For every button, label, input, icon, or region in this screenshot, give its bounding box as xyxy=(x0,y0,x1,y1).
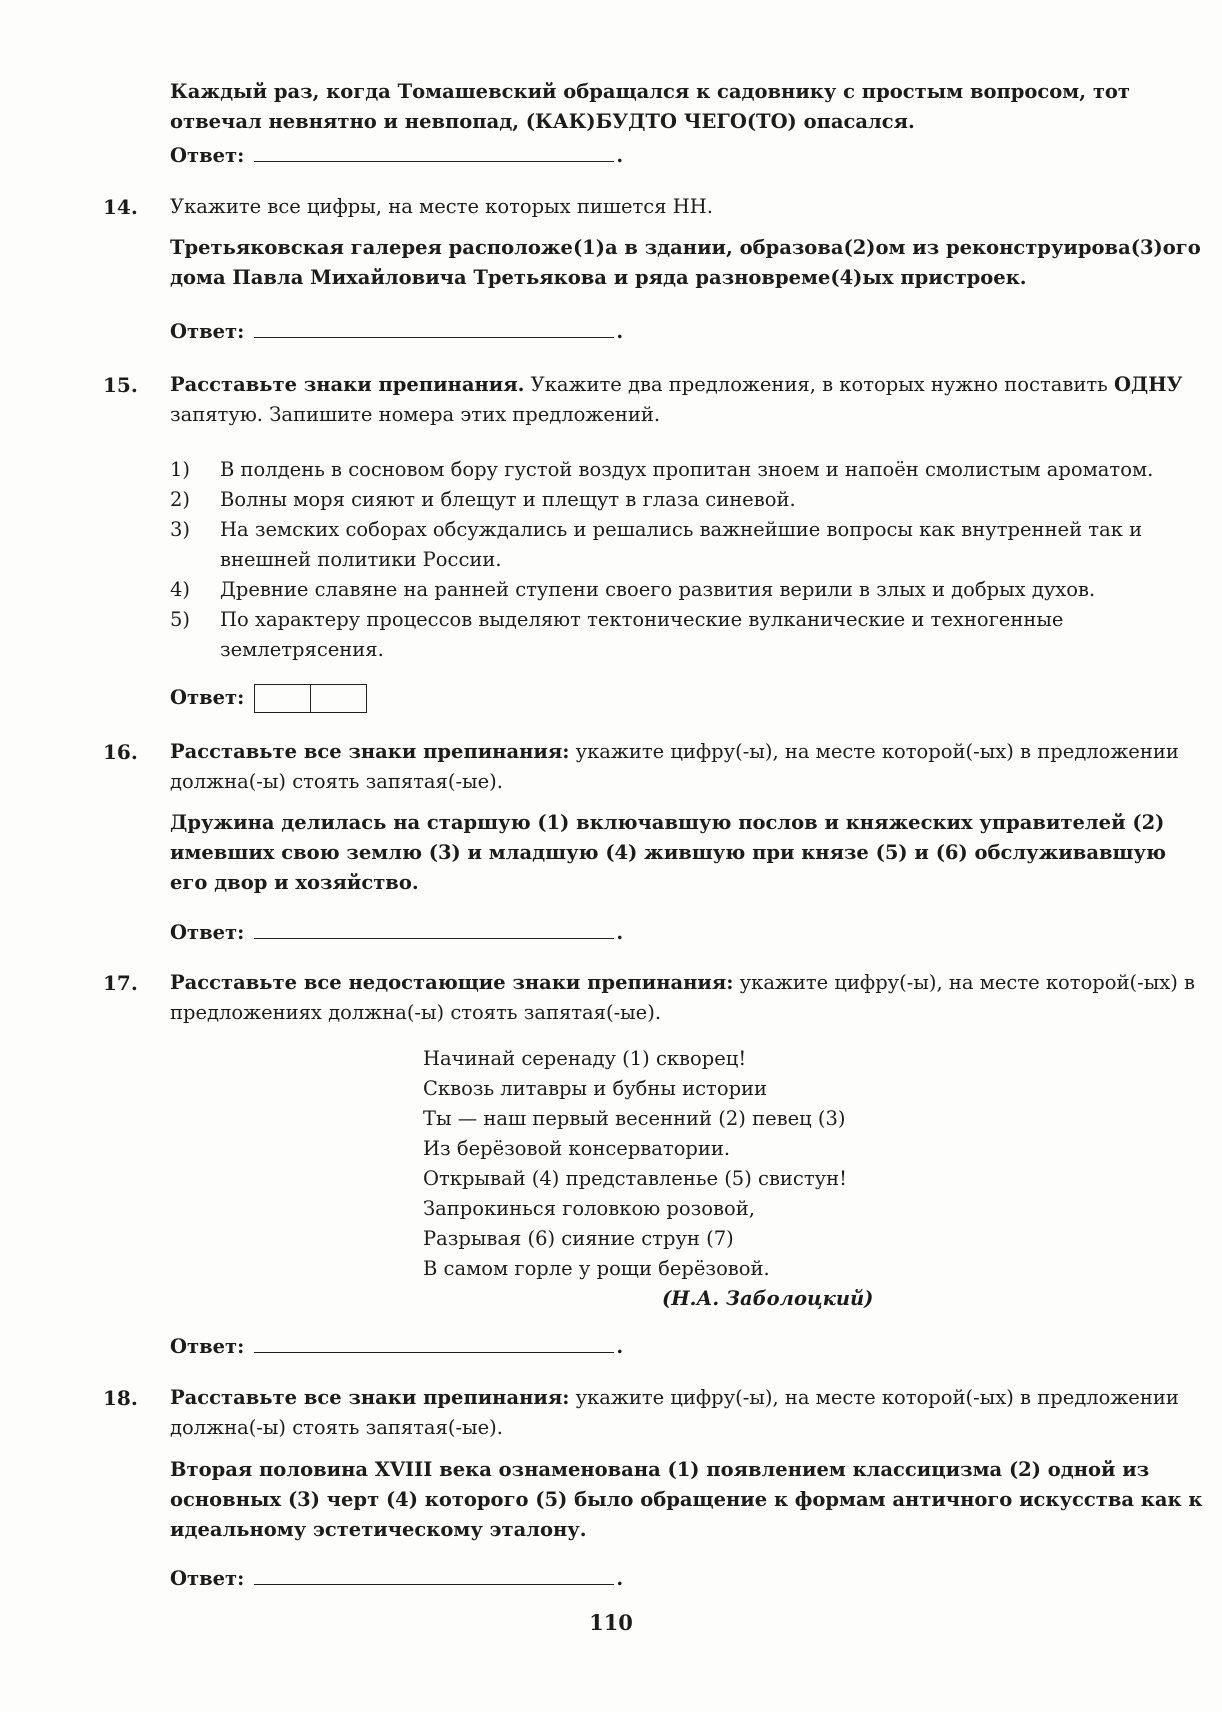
list-item: 4) Древние славяне на ранней ступени своего развития верили в злых и добрых духов. xyxy=(170,578,1096,601)
question-number-14: 14. xyxy=(103,195,138,219)
answer-box-cell[interactable] xyxy=(255,685,310,712)
poem-line: Запрокинься головкою розовой, xyxy=(423,1197,755,1220)
list-item: 5) По характеру процессов выделяют тектонические вулканические и техногенные землетрясения. xyxy=(170,608,1064,661)
question-15-task: Расставьте знаки препинания. Укажите два предложения, в которых нужно поставить ОДНУ запятую. Запишите номера этих предложений. xyxy=(170,373,1183,426)
answer-line-16[interactable] xyxy=(254,920,614,939)
answer-line-18[interactable] xyxy=(254,1566,614,1585)
answer-13: Ответ: . xyxy=(170,144,624,167)
answer-line-17[interactable] xyxy=(254,1334,614,1353)
answer-line-14[interactable] xyxy=(254,319,614,338)
question-number-16: 16. xyxy=(103,740,138,764)
poem-line: Из берёзовой консерватории. xyxy=(423,1137,731,1160)
question-number-15: 15. xyxy=(103,373,138,397)
list-item: 1) В полдень в сосновом бору густой воздух пропитан зноем и напоён смолистым ароматом. xyxy=(170,458,1154,481)
poem-author: (Н.А. Заболоцкий) xyxy=(662,1287,874,1310)
answer-14: Ответ: . xyxy=(170,320,624,343)
poem-line: Начинай серенаду (1) скворец! xyxy=(423,1047,747,1070)
answer-box-cell[interactable] xyxy=(310,685,366,712)
list-item: 2) Волны моря сияют и блещут и плещут в глаза синевой. xyxy=(170,488,796,511)
answer-boxes-15[interactable] xyxy=(254,684,367,713)
list-item: 3) На земских соборах обсуждались и решались важнейшие вопросы как внутренней так и внешней политики России. xyxy=(170,518,1143,571)
answer-17: Ответ: . xyxy=(170,1335,624,1358)
answer-label: Ответ: xyxy=(170,144,245,167)
question-16-task: Расставьте все знаки препинания: укажите цифру(-ы), на месте которой(-ых) в предложении должна(-ы) стоять запятая(-ые). xyxy=(170,740,1179,793)
question-14-task: Укажите все цифры, на месте которых пишется НН. xyxy=(170,195,713,218)
question-number-18: 18. xyxy=(103,1386,138,1410)
question-16-sentence: Дружина делилась на старшую (1) включавшую послов и княжеских управителей (2) имевших свою землю (3) и младшую (4) жившую при князе (5) и (6) обслуживавшую его двор и хозяйство. xyxy=(170,811,1166,894)
question-15-list xyxy=(170,455,1210,665)
answer-18: Ответ: . xyxy=(170,1567,624,1590)
poem-line: Открывай (4) представленье (5) свистун! xyxy=(423,1167,847,1190)
poem-line: Сквозь литавры и бубны истории xyxy=(423,1077,768,1100)
poem-line: Ты — наш первый весенний (2) певец (3) xyxy=(423,1107,846,1130)
poem-line: В самом горле у рощи берёзовой. xyxy=(423,1257,770,1280)
question-17-poem xyxy=(423,1044,847,1284)
intro-sentence: Каждый раз, когда Томашевский обращался к садовнику с простым вопросом, тот отвечал невнятно и невпопад, (КАК)БУДТО ЧЕГО(ТО) опасался. xyxy=(170,80,1130,133)
question-18-task: Расставьте все знаки препинания: укажите цифру(-ы), на месте которой(-ых) в предложении должна(-ы) стоять запятая(-ые). xyxy=(170,1386,1179,1439)
answer-15: Ответ: xyxy=(170,683,367,713)
poem-line: Разрывая (6) сияние струн (7) xyxy=(423,1227,734,1250)
answer-16: Ответ: . xyxy=(170,921,624,944)
question-number-17: 17. xyxy=(103,971,138,995)
question-17-task: Расставьте все недостающие знаки препинания: укажите цифру(-ы), на месте которой(-ых) в предложениях должна(-ы) стоять запятая(-ые). xyxy=(170,971,1196,1024)
question-18-sentence: Вторая половина XVIII века ознаменована (1) появлением классицизма (2) одной из основных (3) черт (4) которого (5) было обращение к формам античного искусства как к идеальному эстетическому эталону. xyxy=(170,1458,1203,1541)
answer-line-13[interactable] xyxy=(254,143,614,162)
page-number: 110 xyxy=(589,1610,633,1635)
question-14-sentence: Третьяковская галерея расположе(1)а в здании, образова(2)ом из реконструирова(3)ого дома Павла Михайловича Третьякова и ряда разновреме(4)ых пристроек. xyxy=(170,236,1201,289)
